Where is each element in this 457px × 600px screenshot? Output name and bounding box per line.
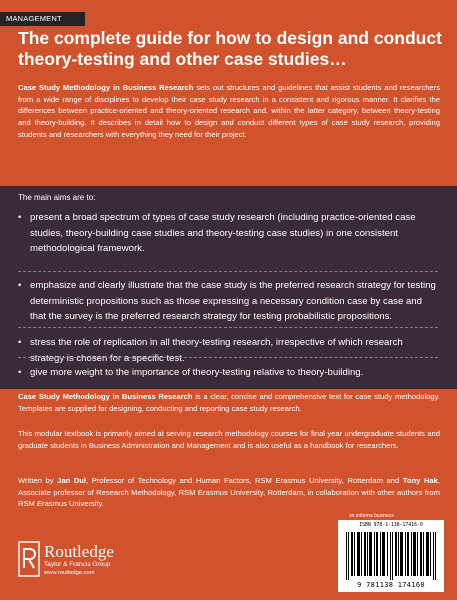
authors-mid: , Professor of Technology and Human Factors, RSM Erasmus University, Rotterdam and (86, 476, 403, 485)
aim-item (18, 335, 438, 366)
summary-paragraph (18, 391, 440, 414)
aims-panel (0, 186, 457, 389)
divider (18, 357, 438, 358)
bullet-icon: • (18, 280, 22, 291)
summary-text: is a clear, concise and comprehensive text for case study methodology. Templates are supplied for designing, conducting and reporting case study research. (18, 392, 440, 413)
headline-line-1: The complete guide for how to design and conduct (18, 28, 442, 48)
authors-prefix: Written by (18, 476, 58, 485)
bullet-icon: • (18, 367, 22, 378)
aim-item (18, 365, 438, 381)
bullet-icon: • (18, 337, 22, 348)
aim-item (18, 210, 438, 257)
author-name: Jan Dul (57, 476, 87, 485)
isbn-digits: 9 781138 174160 (357, 581, 425, 589)
intro-text: sets out structures and guidelines that assist students and researchers from a wide range of disciplines to develop their case study research in a consistent and rigorous manner. It clarifies the differences between practice-oriented and theory-oriented research and, within the latter category, between theory-testing and theory-building. It describes in detail how to design and conduct different types of case study research, providing students and researchers with everything they need for their project. (18, 83, 440, 139)
bullet-icon: • (18, 212, 22, 223)
intro-book-title: Case Study Methodology in Business Research (18, 83, 194, 92)
authors-paragraph (18, 475, 440, 510)
intro-paragraph (18, 82, 440, 141)
category-badge: MANAGEMENT (0, 12, 85, 26)
publisher-name: Routledge (44, 542, 114, 561)
divider (18, 271, 438, 272)
barcode-icon (346, 532, 436, 580)
aim-item (18, 278, 438, 325)
aim-text: present a broad spectrum of types of case study research (including practice-oriented case studies, theory-building case studies and theory-testing case studies) in one consistent methodological framework. (30, 212, 416, 255)
isbn-barcode (338, 520, 444, 592)
aim-text: give more weight to the importance of theory-testing relative to theory-building. (30, 367, 364, 378)
publisher-group: Taylor & Francis Group (44, 561, 111, 568)
publisher-logo (18, 541, 188, 581)
authors-suffix: , Associate professor of Research Methodology, RSM Erasmus University, Rotterdam, in collaboration with other authors from RSM Erasmus University. (18, 476, 441, 509)
divider (18, 327, 438, 328)
routledge-logo-icon (18, 541, 40, 577)
summary-book-title: Case Study Methodology in Business Research (18, 392, 193, 401)
author-name: Tony Hak (402, 476, 438, 485)
aim-text: emphasize and clearly illustrate that the case study is the preferred research strategy for testing deterministic propositions such as those expressing a necessary condition case by case and that the survey is the preferred research strategy for testing probabilistic propositions. (30, 280, 436, 323)
audience-paragraph: This modular textbook is primarily aimed at serving research methodology courses for final year undergraduate students and graduate students in Business Administration and Management and is also useful as a handbook for researchers. (18, 429, 440, 450)
publisher-url: www.routledge.com (44, 570, 95, 576)
publisher-tagline: an informa business (349, 513, 394, 519)
headline (18, 28, 443, 70)
isbn-label: ISBN 978-1-138-17416-0 (359, 523, 423, 528)
aims-heading: The main aims are to: (18, 193, 96, 202)
headline-line-2: theory-testing and other case studies… (18, 49, 347, 69)
aim-text: stress the role of replication in all theory-testing research, irrespective of which research strategy is chosen for a specific test. (30, 337, 403, 364)
